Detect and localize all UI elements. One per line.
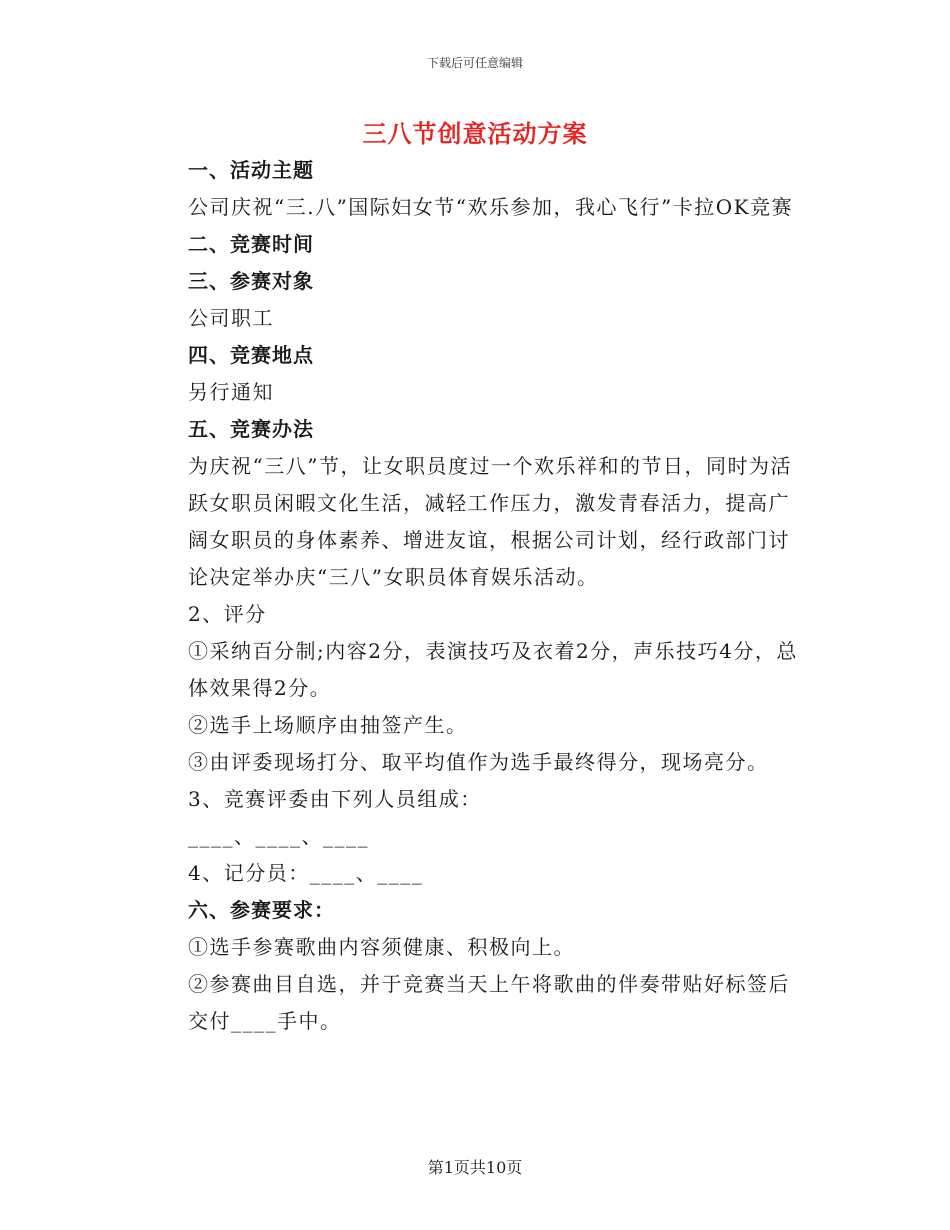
page-header: 下载后可任意编辑 [426, 56, 523, 70]
section-heading-requirements: 六、参赛要求： [188, 898, 335, 922]
document-body [142, 152, 808, 1040]
paragraph-requirement-2: ②参赛曲目自选，并于竞赛当天上午将歌曲的伴奏带贴好标签后交付____手中。 [188, 972, 790, 1033]
section-heading-time: 二、竞赛时间 [188, 232, 314, 256]
paragraph-scoring-3: ③由评委现场打分、取平均值作为选手最终得分，现场亮分。 [188, 750, 769, 774]
paragraph-theme: 公司庆祝“三.八”国际妇女节“欢乐参加，我心飞行”卡拉OK竞赛 [188, 195, 794, 219]
paragraph-scoring-heading: 2、评分 [188, 602, 267, 626]
section-heading-venue: 四、竞赛地点 [188, 343, 314, 367]
paragraph-judges: 3、竞赛评委由下列人员组成： [188, 787, 482, 811]
page-footer: 第1页共10页 [427, 1158, 523, 1177]
paragraph-scorekeeper: 4、记分员：____、____ [188, 861, 424, 885]
section-heading-method: 五、竞赛办法 [188, 417, 314, 441]
section-heading-participants: 三、参赛对象 [188, 269, 314, 293]
paragraph-requirement-1: ①选手参赛歌曲内容须健康、积极向上。 [188, 935, 575, 959]
paragraph-method: 为庆祝“三八”节，让女职员度过一个欢乐祥和的节日，同时为活跃女职员闲暇文化生活，减轻工作压力，激发青春活力，提高广阔女职员的身体素养、增进友谊，根据公司计划，经行政部门讨论决定举办庆“三八”女职员体育娱乐活动。 [188, 454, 792, 589]
paragraph-scoring-1: ①采纳百分制;内容2分，表演技巧及衣着2分，声乐技巧4分，总体效果得2分。 [188, 639, 798, 700]
paragraph-judges-blanks: ____、____、____ [188, 824, 369, 848]
document-title: 三八节创意活动方案 [362, 119, 588, 148]
paragraph-participants: 公司职工 [188, 306, 274, 330]
section-heading-theme: 一、活动主题 [188, 158, 314, 182]
paragraph-venue: 另行通知 [188, 380, 274, 404]
paragraph-scoring-2: ②选手上场顺序由抽签产生。 [188, 713, 468, 737]
